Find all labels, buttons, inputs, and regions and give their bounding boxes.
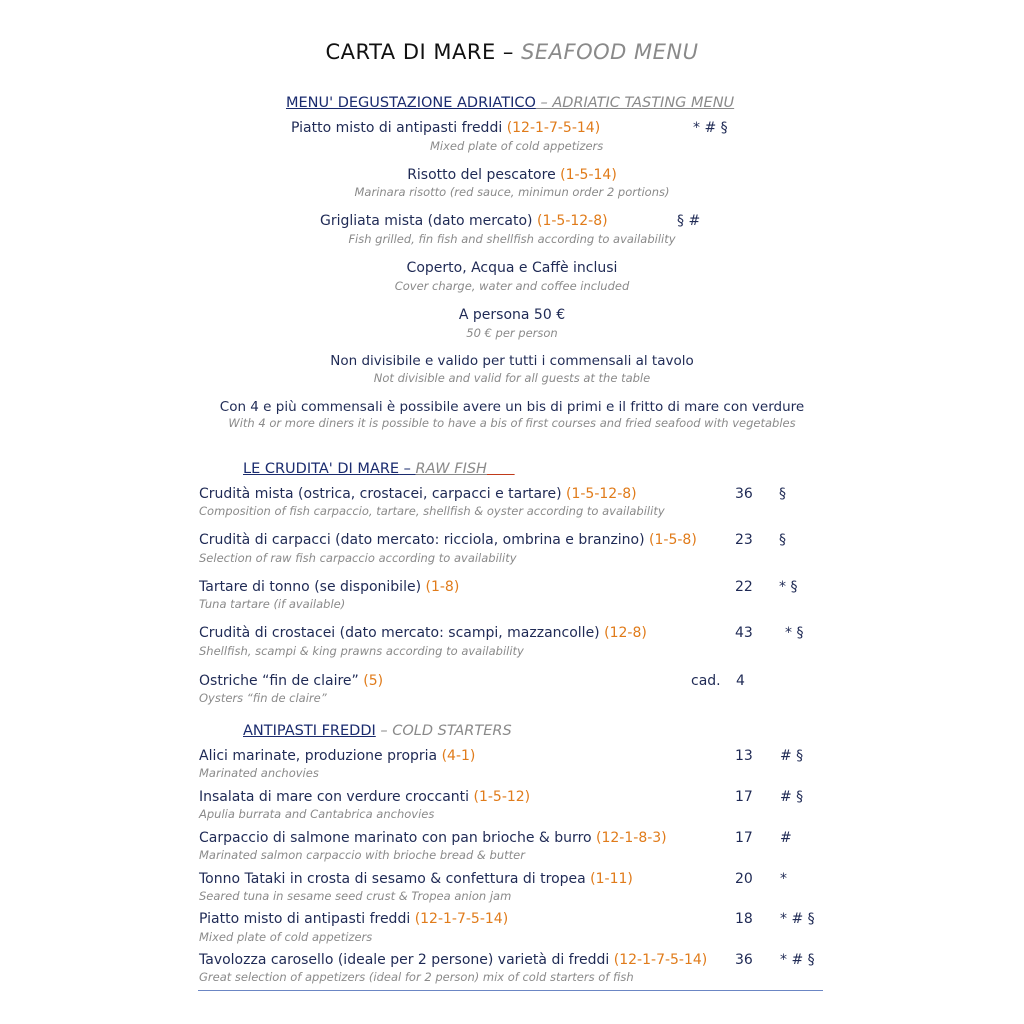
menu-item-symbols: *: [780, 871, 787, 887]
menu-item-desc: Apulia burrata and Cantabrica anchovies: [199, 807, 435, 821]
menu-item-price: 36: [735, 486, 753, 502]
tasting-item-desc: Mixed plate of cold appetizers: [430, 139, 604, 153]
menu-item-name: Carpaccio di salmone marinato con pan brioche & burro (12-1-8-3): [199, 830, 667, 846]
bottom-divider: [198, 990, 823, 991]
menu-item-name: Ostriche “fin de claire” (5): [199, 673, 384, 689]
menu-title-main: CARTA DI MARE: [325, 40, 496, 64]
menu-item-price: 22: [735, 579, 753, 595]
tasting-item-name: Grigliata mista (dato mercato) (1-5-12-8): [320, 213, 608, 229]
tasting-item-symbols: § #: [677, 213, 701, 229]
menu-item-price: 18: [735, 911, 753, 927]
menu-item-price: 23: [735, 532, 753, 548]
tasting-item-desc: Fish grilled, fin fish and shellfish according to availability: [348, 232, 676, 246]
tasting-item-desc: With 4 or more diners it is possible to have a bis of first courses and fried seafood with vegetables: [228, 416, 796, 430]
menu-item-price: 20: [735, 871, 753, 887]
menu-item-desc: Composition of fish carpaccio, tartare, shellfish & oyster according to availability: [199, 504, 665, 518]
menu-item-name: Crudità mista (ostrica, crostacei, carpacci e tartare) (1-5-12-8): [199, 486, 637, 502]
tasting-item-name: Con 4 e più commensali è possibile avere un bis di primi e il fritto di mare con verdure: [219, 399, 805, 415]
menu-item-desc: Marinated anchovies: [199, 766, 319, 780]
menu-item-desc: Oysters “fin de claire”: [199, 691, 327, 705]
tasting-item-name: Risotto del pescatore (1-5-14): [407, 167, 617, 183]
menu-item-price: 13: [735, 748, 753, 764]
menu-item-symbols: #: [780, 830, 792, 846]
menu-item-desc: Great selection of appetizers (ideal for 2 person) mix of cold starters of fish: [199, 970, 634, 984]
menu-item-price: 36: [735, 952, 753, 968]
tasting-item-desc: 50 € per person: [466, 326, 558, 340]
menu-item-desc: Shellfish, scampi & king prawns according to availability: [199, 644, 524, 658]
menu-item-name: Crudità di crostacei (dato mercato: scampi, mazzancolle) (12-8): [199, 625, 647, 641]
tasting-item-desc: Marinara risotto (red sauce, minimun order 2 portions): [354, 185, 670, 199]
menu-item-price: 4: [736, 673, 745, 689]
menu-item-price: 43: [735, 625, 753, 641]
menu-item-symbols: §: [779, 486, 786, 502]
menu-item-symbols: * §: [779, 579, 798, 595]
menu-item-unit: cad.: [691, 673, 721, 689]
tasting-item-desc: Not divisible and valid for all guests at the table: [373, 371, 651, 385]
menu-item-name: Alici marinate, produzione propria (4-1): [199, 748, 476, 764]
menu-item-desc: Tuna tartare (if available): [199, 597, 346, 611]
menu-item-name: Crudità di carpacci (dato mercato: ricciola, ombrina e branzino) (1-5-8): [199, 532, 697, 548]
menu-item-price: 17: [735, 830, 753, 846]
menu-item-desc: Seared tuna in sesame seed crust & Tropea anion jam: [199, 889, 512, 903]
tasting-item-desc: Cover charge, water and coffee included: [394, 279, 630, 293]
menu-item-name: Insalata di mare con verdure croccanti (1-5-12): [199, 789, 531, 805]
menu-item-symbols: §: [779, 532, 786, 548]
menu-item-name: Tartare di tonno (se disponibile) (1-8): [199, 579, 460, 595]
menu-title-sub: SEAFOOD MENU: [521, 40, 699, 64]
menu-item-desc: Mixed plate of cold appetizers: [199, 930, 373, 944]
tasting-item-name: A persona 50 €: [458, 307, 566, 323]
tasting-item-name: Piatto misto di antipasti freddi (12-1-7-5-14): [291, 120, 601, 136]
menu-item-desc: Marinated salmon carpaccio with brioche bread & butter: [199, 848, 525, 862]
menu-item-desc: Selection of raw fish carpaccio according to availability: [199, 551, 517, 565]
section-heading-tasting: MENU' DEGUSTAZIONE ADRIATICO – ADRIATIC TASTING MENU: [286, 95, 735, 111]
section-heading-cold-starters: ANTIPASTI FREDDI – COLD STARTERS: [243, 723, 512, 739]
menu-item-symbols: * §: [785, 625, 804, 641]
menu-item-name: Tavolozza carosello (ideale per 2 persone) varietà di freddi (12-1-7-5-14): [199, 952, 708, 968]
tasting-item-symbols: * # §: [693, 120, 728, 136]
menu-item-symbols: # §: [780, 789, 804, 805]
menu-item-name: Tonno Tataki in crosta di sesamo & confettura di tropea (1-11): [199, 871, 633, 887]
menu-item-name: Piatto misto di antipasti freddi (12-1-7-5-14): [199, 911, 509, 927]
menu-item-symbols: # §: [780, 748, 804, 764]
tasting-item-name: Coperto, Acqua e Caffè inclusi: [406, 260, 618, 276]
menu-item-symbols: * # §: [780, 911, 815, 927]
menu-title: CARTA DI MARE – SEAFOOD MENU: [325, 40, 699, 64]
menu-item-price: 17: [735, 789, 753, 805]
tasting-item-name: Non divisibile e valido per tutti i commensali al tavolo: [330, 353, 694, 369]
section-heading-raw-fish: LE CRUDITA' DI MARE – RAW FISH: [243, 461, 487, 477]
menu-item-symbols: * # §: [780, 952, 815, 968]
